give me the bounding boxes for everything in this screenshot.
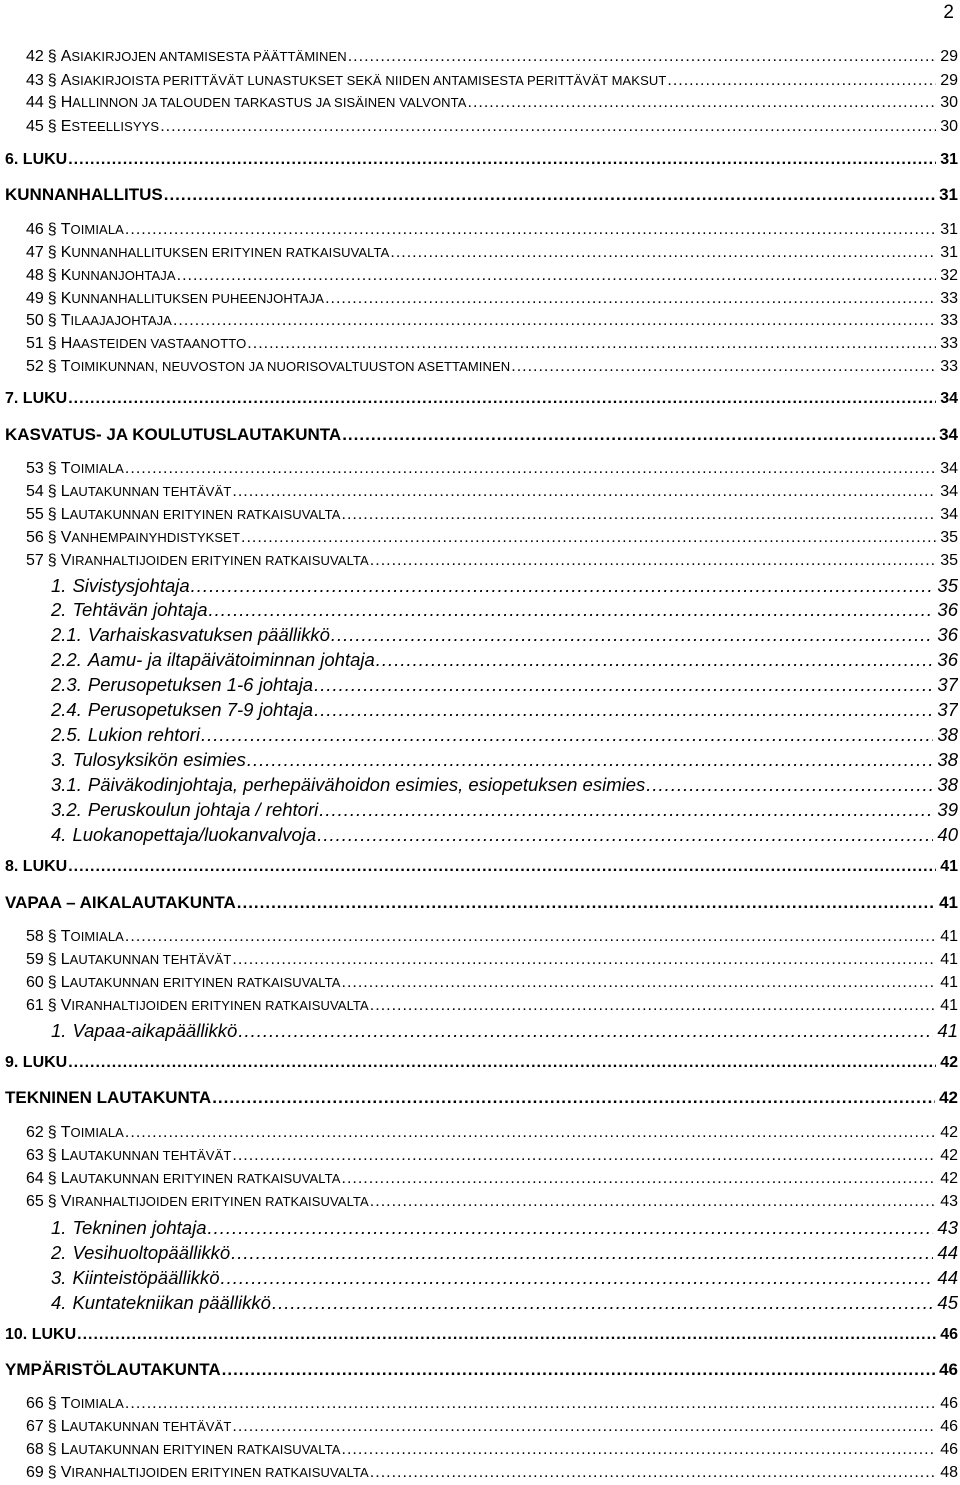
toc-entry[interactable] [26,72,958,90]
toc-entry[interactable] [5,1054,958,1072]
toc-entry-number: 47 [26,244,44,261]
section-symbol: § [47,335,57,352]
toc-entry-number: 62 [26,1124,44,1141]
toc-entry-number: 4. [51,824,67,845]
dot-leader [342,974,937,992]
toc-entry-page: 34 [940,460,958,477]
toc-entry-number: 4. [51,1292,67,1313]
toc-entry-number: 61 [26,997,44,1014]
dot-leader [68,151,936,169]
dot-leader [208,1217,934,1239]
toc-entry-page: 41 [940,928,958,945]
toc-entry-page: 40 [937,824,958,845]
toc-entry[interactable] [26,506,958,524]
toc-entry-title: VIRANHALTIJOIDEN ERITYINEN RATKAISUVALTA [60,1193,369,1210]
dot-leader [319,799,933,821]
dot-leader [125,928,936,946]
toc-entry-number: 48 [26,267,44,284]
toc-entry-page: 29 [940,72,958,89]
section-symbol: § [47,951,57,968]
toc-entry[interactable] [26,290,958,308]
toc-entry-title: Kiinteistöpäällikkö [72,1267,220,1288]
toc-entry-page: 38 [937,774,958,795]
toc-entry[interactable] [26,928,958,946]
toc-entry[interactable] [26,312,958,330]
toc-entry[interactable] [5,858,958,876]
dot-leader [370,997,936,1015]
toc-entry-number: 2. [51,599,67,620]
toc-entry-page: 37 [937,674,958,695]
toc-entry-title: 9. LUKU [5,1054,68,1071]
toc-entry[interactable] [51,1217,958,1239]
toc-entry-page: 46 [940,1441,958,1458]
dot-leader [331,624,934,646]
dot-leader [342,425,935,445]
dot-leader [646,774,933,796]
toc-entry-title: Vapaa-aikapäällikkö [72,1020,238,1041]
toc-entry-number: 46 [26,221,44,238]
toc-entry-title: Varhaiskasvatuksen päällikkö [87,624,330,645]
toc-entry[interactable] [26,118,958,136]
toc-entry-title: ESTEELLISYYS [60,118,160,135]
toc-entry-title: VANHEMPAINYHDISTYKSET [60,529,240,546]
toc-entry-title: Päiväkodinjohtaja, perhepäivähoidon esimies, esiopetuksen esimies [87,774,646,795]
section-symbol: § [47,483,57,500]
toc-entry-number: 58 [26,928,44,945]
toc-entry-title: ASIAKIRJOISTA PERITTÄVÄT LUNASTUKSET SEKÄ NIIDEN ANTAMISESTA PERITTÄVÄT MAKSUT [60,72,667,89]
section-symbol: § [47,358,57,375]
dot-leader [370,1193,936,1211]
toc-entry[interactable] [26,1124,958,1142]
toc-entry[interactable] [5,893,958,913]
dot-leader [247,335,936,353]
toc-entry[interactable] [5,1326,958,1344]
dot-leader [231,1242,933,1264]
toc-entry[interactable] [51,824,958,846]
toc-entry[interactable] [51,1020,958,1042]
toc-entry[interactable] [51,1292,958,1314]
toc-entry[interactable] [51,649,958,671]
toc-entry-title: TOIMIALA [60,1124,124,1141]
section-symbol: § [47,72,57,89]
toc-entry-page: 44 [937,1242,958,1263]
toc-entry-title: 7. LUKU [5,390,68,407]
toc-entry[interactable] [26,1395,958,1413]
toc-entry[interactable] [26,483,958,501]
toc-entry-page: 43 [937,1217,958,1238]
section-symbol: § [47,529,57,546]
section-symbol: § [47,1418,57,1435]
section-symbol: § [47,1441,57,1458]
toc-entry-title: Aamu- ja iltapäivätoiminnan johtaja [87,649,375,670]
toc-entry-page: 43 [940,1193,958,1210]
section-symbol: § [47,312,57,329]
toc-entry-title: Peruskoulun johtaja / rehtori [87,799,319,820]
dot-leader [314,674,933,696]
toc-entry-title: Tulosyksikön esimies [72,749,246,770]
dot-leader [317,824,933,846]
toc-entry-title: Luokanopettaja/luokanvalvoja [72,824,317,845]
toc-entry-title: Tekninen johtaja [72,1217,207,1238]
toc-entry-title: Sivistysjohtaja [72,575,190,596]
toc-entry[interactable] [26,1170,958,1188]
toc-entry-title: TOIMIALA [60,1395,124,1412]
toc-entry[interactable] [5,390,958,408]
toc-entry-page: 46 [940,1418,958,1435]
toc-entry[interactable] [5,1360,958,1380]
toc-entry-title: Vesihuoltopäällikkö [72,1242,231,1263]
toc-entry-number: 60 [26,974,44,991]
toc-entry-title: KASVATUS- JA KOULUTUSLAUTAKUNTA [5,425,342,444]
dot-leader [238,1020,933,1042]
toc-entry-page: 31 [940,151,958,168]
toc-entry-page: 42 [940,1054,958,1071]
toc-entry-number: 69 [26,1464,44,1481]
dot-leader [209,599,934,621]
section-symbol: § [47,974,57,991]
dot-leader [370,1464,936,1482]
dot-leader [342,506,937,524]
toc-entry-page: 42 [940,1124,958,1141]
section-symbol: § [47,928,57,945]
section-symbol: § [47,1170,57,1187]
dot-leader [667,72,936,90]
toc-entry-page: 38 [937,749,958,770]
toc-entry[interactable] [51,599,958,621]
dot-leader [68,390,936,408]
toc-entry[interactable] [26,267,958,285]
dot-leader [232,483,936,501]
toc-entry-title: YMPÄRISTÖLAUTAKUNTA [5,1360,221,1379]
toc-entry-title: TOIMIALA [60,928,124,945]
dot-leader [348,48,936,66]
dot-leader [125,1395,936,1413]
toc-entry-number: 67 [26,1418,44,1435]
toc-entry-number: 52 [26,358,44,375]
section-symbol: § [47,1193,57,1210]
toc-entry-page: 44 [937,1267,958,1288]
toc-entry-title: Lukion rehtori [87,724,200,745]
toc-entry-title: Perusopetuksen 7-9 johtaja [87,699,314,720]
section-symbol: § [47,1464,57,1481]
toc-entry-number: 1. [51,1217,67,1238]
toc-entry-number: 1. [51,1020,67,1041]
toc-entry[interactable] [26,529,958,547]
dot-leader [468,94,937,112]
toc-entry[interactable] [26,974,958,992]
toc-entry-number: 49 [26,290,44,307]
dot-leader [177,267,937,285]
toc-entry-page: 35 [937,575,958,596]
toc-entry-title: KUNNANHALLITUKSEN ERITYINEN RATKAISUVALTA [60,244,390,261]
toc-entry-page: 35 [940,529,958,546]
section-symbol: § [47,460,57,477]
toc-entry-title: LAUTAKUNNAN ERITYINEN RATKAISUVALTA [60,1170,341,1187]
dot-leader [125,221,936,239]
toc-entry[interactable] [51,799,958,821]
toc-entry-title: TEKNINEN LAUTAKUNTA [5,1088,212,1107]
toc-entry-title: Kuntatekniikan päällikkö [72,1292,271,1313]
dot-leader [232,1147,936,1165]
section-symbol: § [47,290,57,307]
toc-entry-page: 42 [940,1170,958,1187]
section-symbol: § [47,552,57,569]
toc-entry-title: LAUTAKUNNAN ERITYINEN RATKAISUVALTA [60,974,341,991]
toc-entry[interactable] [26,552,958,570]
toc-entry-title: HAASTEIDEN VASTAANOTTO [60,335,247,352]
dot-leader [222,1360,935,1380]
toc-entry[interactable] [51,699,958,721]
toc-entry-title: 10. LUKU [5,1326,77,1343]
toc-entry[interactable] [51,724,958,746]
dot-leader [232,951,936,969]
toc-entry[interactable] [5,425,958,445]
toc-entry[interactable] [26,358,958,376]
toc-entry-page: 35 [940,552,958,569]
page-number: 2 [943,2,954,23]
toc-entry-title: LAUTAKUNNAN ERITYINEN RATKAISUVALTA [60,1441,341,1458]
toc-entry-title: VIRANHALTIJOIDEN ERITYINEN RATKAISUVALTA [60,552,369,569]
dot-leader [342,1170,937,1188]
toc-entry-title: KUNNANJOHTAJA [60,267,176,284]
toc-entry-title: TILAAJAJOHTAJA [60,312,172,329]
toc-entry-number: 53 [26,460,44,477]
toc-entry-number: 43 [26,72,44,89]
toc-entry[interactable] [26,1147,958,1165]
toc-entry-title: VAPAA – AIKALAUTAKUNTA [5,893,236,912]
toc-entry-page: 41 [940,974,958,991]
section-symbol: § [47,1395,57,1412]
toc-entry-page: 41 [940,858,958,875]
toc-entry-title: HALLINNON JA TALOUDEN TARKASTUS JA SISÄINEN VALVONTA [60,94,467,111]
toc-entry-page: 42 [939,1088,958,1107]
toc-entry-title: LAUTAKUNNAN TEHTÄVÄT [60,1147,232,1164]
toc-entry[interactable] [26,997,958,1015]
toc-entry-page: 46 [940,1326,958,1343]
toc-entry-page: 30 [940,94,958,111]
toc-entry-page: 37 [937,699,958,720]
toc-entry-page: 41 [939,893,958,912]
dot-leader [241,529,936,547]
dot-leader [272,1292,933,1314]
toc-entry-page: 32 [940,267,958,284]
toc-entry-number: 2.3. [51,674,82,695]
toc-entry[interactable] [26,244,958,262]
toc-entry-number: 68 [26,1441,44,1458]
toc-entry-title: TOIMIKUNNAN, NEUVOSTON JA NUORISOVALTUUSTON ASETTAMINEN [60,358,511,375]
toc-entry-title: Perusopetuksen 1-6 johtaja [87,674,314,695]
toc-entry[interactable] [26,221,958,239]
toc-entry-number: 3.2. [51,799,82,820]
section-symbol: § [47,1147,57,1164]
dot-leader [237,893,935,913]
dot-leader [125,460,936,478]
toc-entry[interactable] [51,624,958,646]
toc-entry-title: VIRANHALTIJOIDEN ERITYINEN RATKAISUVALTA [60,1464,369,1481]
dot-leader [68,858,936,876]
toc-entry-number: 64 [26,1170,44,1187]
toc-entry[interactable] [51,774,958,796]
toc-entry-title: TOIMIALA [60,221,124,238]
toc-entry[interactable] [51,749,958,771]
dot-leader [160,118,936,136]
toc-entry-number: 2.1. [51,624,82,645]
toc-entry-page: 48 [940,1464,958,1481]
toc-entry-page: 29 [940,48,958,65]
toc-entry-number: 2.5. [51,724,82,745]
toc-entry-title: KUNNANHALLITUKSEN PUHEENJOHTAJA [60,290,325,307]
toc-entry-number: 56 [26,529,44,546]
toc-entry-page: 31 [939,185,958,204]
dot-leader [376,649,934,671]
toc-entry-title: TOIMIALA [60,460,124,477]
toc-entry[interactable] [26,1193,958,1211]
toc-entry-number: 51 [26,335,44,352]
dot-leader [125,1124,936,1142]
toc-entry[interactable] [26,460,958,478]
toc-entry-number: 2. [51,1242,67,1263]
section-symbol: § [47,1124,57,1141]
toc-entry-title: VIRANHALTIJOIDEN ERITYINEN RATKAISUVALTA [60,997,369,1014]
toc-entry-title: LAUTAKUNNAN ERITYINEN RATKAISUVALTA [60,506,341,523]
section-symbol: § [47,267,57,284]
toc-entry[interactable] [26,94,958,112]
dot-leader [68,1054,936,1072]
dot-leader [370,552,936,570]
dot-leader [212,1088,935,1108]
toc-entry[interactable] [26,1441,958,1459]
section-symbol: § [47,221,57,238]
toc-entry-page: 36 [937,649,958,670]
toc-entry-title: ASIAKIRJOJEN ANTAMISESTA PÄÄTTÄMINEN [60,48,347,65]
toc-entry-page: 34 [940,390,958,407]
toc-entry-title: Tehtävän johtaja [72,599,208,620]
toc-entry-number: 3. [51,749,67,770]
toc-entry-number: 63 [26,1147,44,1164]
toc-entry-number: 50 [26,312,44,329]
toc-entry-page: 33 [940,358,958,375]
toc-entry[interactable] [51,1267,958,1289]
toc-entry-number: 54 [26,483,44,500]
toc-entry-page: 38 [937,724,958,745]
toc-entry-number: 55 [26,506,44,523]
toc-entry-page: 30 [940,118,958,135]
toc-entry-title: LAUTAKUNNAN TEHTÄVÄT [60,951,232,968]
toc-entry-page: 33 [940,335,958,352]
toc-entry-number: 2.4. [51,699,82,720]
toc-entry-number: 3.1. [51,774,82,795]
toc-entry-number: 65 [26,1193,44,1210]
toc-entry-page: 36 [937,599,958,620]
toc-entry-page: 31 [940,244,958,261]
section-symbol: § [47,506,57,523]
dot-leader [77,1326,936,1344]
toc-entry[interactable] [26,1418,958,1436]
toc-entry[interactable] [51,1242,958,1264]
toc-entry-title: 8. LUKU [5,858,68,875]
dot-leader [201,724,933,746]
toc-entry-page: 39 [937,799,958,820]
toc-entry-number: 59 [26,951,44,968]
toc-entry-number: 44 [26,94,44,111]
toc-entry-page: 41 [937,1020,958,1041]
dot-leader [390,244,936,262]
section-symbol: § [47,997,57,1014]
dot-leader [342,1441,937,1459]
dot-leader [325,290,936,308]
toc-entry-page: 33 [940,312,958,329]
section-symbol: § [47,118,57,135]
toc-entry-page: 36 [937,624,958,645]
toc-entry-number: 45 [26,118,44,135]
toc-entry-number: 1. [51,575,67,596]
toc-entry-title: KUNNANHALLITUS [5,185,163,204]
dot-leader [511,358,936,376]
toc-entry[interactable] [5,1088,958,1108]
toc-entry-page: 34 [940,483,958,500]
toc-entry[interactable] [26,951,958,969]
toc-entry-title: 6. LUKU [5,151,68,168]
toc-entry-number: 57 [26,552,44,569]
dot-leader [247,749,934,771]
toc-entry[interactable] [5,151,958,169]
toc-entry-number: 2.2. [51,649,82,670]
toc-entry-page: 31 [940,221,958,238]
dot-leader [191,575,934,597]
dot-leader [164,185,935,205]
toc-entry[interactable] [26,48,958,66]
dot-leader [232,1418,936,1436]
toc-entry-number: 42 [26,48,44,65]
toc-entry-title: LAUTAKUNNAN TEHTÄVÄT [60,483,232,500]
toc-entry-number: 66 [26,1395,44,1412]
toc-entry-page: 46 [939,1360,958,1379]
toc-entry[interactable] [51,674,958,696]
toc-entry-page: 41 [940,951,958,968]
section-symbol: § [47,48,57,65]
dot-leader [221,1267,934,1289]
toc-entry-title: LAUTAKUNNAN TEHTÄVÄT [60,1418,232,1435]
dot-leader [314,699,933,721]
toc-entry[interactable] [51,575,958,597]
toc-entry[interactable] [5,185,958,205]
section-symbol: § [47,94,57,111]
toc-entry-number: 3. [51,1267,67,1288]
toc-entry-page: 46 [940,1395,958,1412]
toc-entry-page: 33 [940,290,958,307]
toc-entry-page: 42 [940,1147,958,1164]
toc-entry-page: 45 [937,1292,958,1313]
section-symbol: § [47,244,57,261]
toc-entry-page: 34 [940,506,958,523]
toc-entry[interactable] [26,335,958,353]
toc-entry-page: 41 [940,997,958,1014]
toc-entry[interactable] [26,1464,958,1482]
toc-entry-page: 34 [939,425,958,444]
dot-leader [173,312,936,330]
